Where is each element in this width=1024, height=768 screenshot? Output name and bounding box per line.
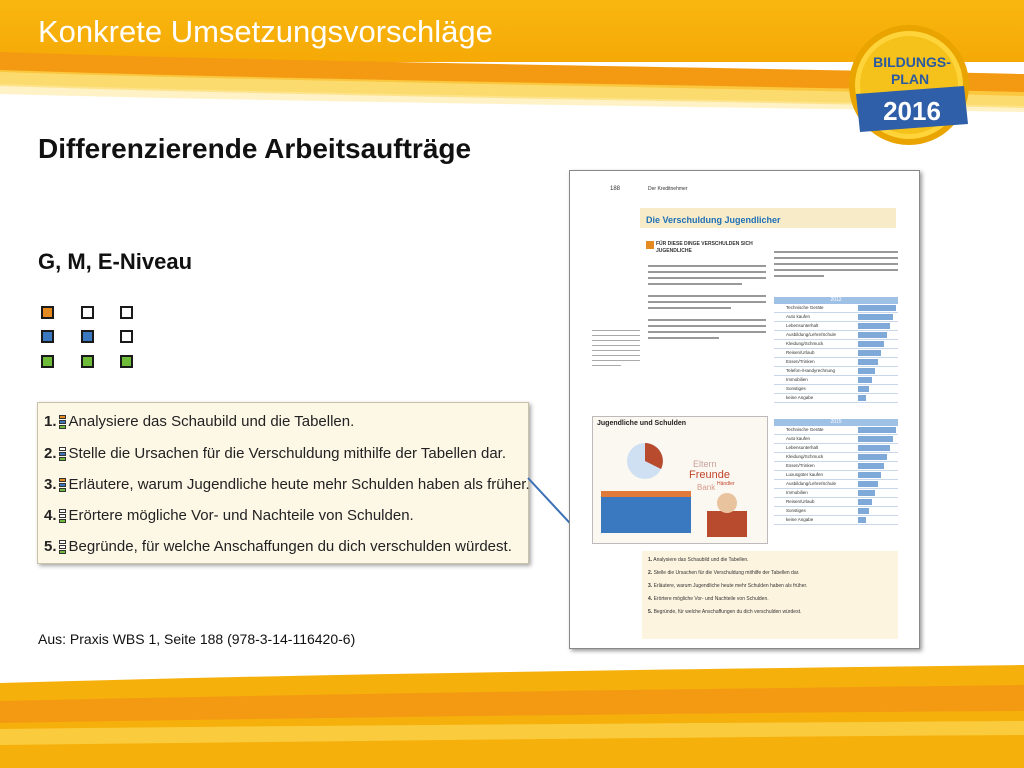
chart-word-eltern: Eltern (693, 459, 717, 469)
table-bar (858, 395, 866, 401)
table-row (774, 349, 898, 358)
table-2012-header: 2012 (774, 297, 898, 304)
book-table-2015 (774, 419, 898, 525)
book-infographic (592, 416, 768, 544)
book-title: Die Verschuldung Jugendlicher (646, 215, 781, 225)
table-bar (858, 499, 872, 505)
task-number: 3. (44, 476, 57, 493)
table-bar (858, 427, 896, 433)
level-indicator-icon (59, 509, 66, 524)
table-cell-label: Kleidung/Schmuck (786, 341, 824, 346)
mini-task: 5. Begründe, für welche Anschaffungen du dich verschulden würdest. (648, 609, 802, 615)
table-cell-label: Technische Geräte (786, 305, 824, 310)
table-bar (858, 350, 881, 356)
table-bar (858, 323, 890, 329)
table-row (774, 435, 898, 444)
table-bar (858, 314, 893, 320)
badge-year: 2016 (883, 96, 941, 126)
table-row (774, 313, 898, 322)
table-row (774, 453, 898, 462)
table-cell-label: Sonstiges (786, 508, 806, 513)
table-row (774, 358, 898, 367)
level-indicator-icon (59, 447, 66, 462)
task-number: 5. (44, 538, 57, 555)
mini-task: 3. Erläutere, warum Jugendliche heute mehr Schulden haben als früher. (648, 583, 808, 589)
level-indicator-icon (59, 540, 66, 555)
table-row (774, 394, 898, 403)
mini-task: 2. Stelle die Ursachen für die Verschuldung mithilfe der Tabellen dar. (648, 570, 800, 576)
chart-word-freunde: Freunde (689, 469, 730, 481)
task-item (44, 413, 354, 430)
table-bar (858, 305, 896, 311)
table-cell-label: Immobilien (786, 490, 808, 495)
footer-band (0, 655, 1024, 768)
orange-marker (646, 241, 654, 249)
task-number: 4. (44, 507, 57, 524)
table-2015-header: 2015 (774, 419, 898, 426)
table-row (774, 322, 898, 331)
table-cell-label: Technische Geräte (786, 427, 824, 432)
table-row (774, 498, 898, 507)
table-cell-label: keine Angabe (786, 395, 814, 400)
table-bar (858, 368, 875, 374)
level-square-orange (41, 306, 54, 319)
task-item (44, 538, 512, 555)
table-bar (858, 436, 893, 442)
chart-word-haendler: Händler (717, 481, 735, 487)
table-row (774, 340, 898, 349)
task-item (44, 445, 506, 462)
table-cell-label: Kleidung/Schmuck (786, 454, 824, 459)
task-text: Stelle die Ursachen für die Verschuldung mithilfe der Tabellen dar. (68, 445, 506, 462)
task-text: Analysiere das Schaubild und die Tabellen. (68, 413, 355, 430)
task-number: 1. (44, 413, 57, 430)
table-bar (858, 454, 887, 460)
table-row (774, 444, 898, 453)
task-text: Erörtere mögliche Vor- und Nachteile von Schulden. (68, 507, 414, 524)
table-row (774, 480, 898, 489)
chart-word-bank: Bank (697, 483, 716, 492)
level-square-empty (120, 306, 133, 319)
level-square-blue (81, 330, 94, 343)
table-bar (858, 472, 881, 478)
mini-task: 4. Erörtere mögliche Vor- und Nachteile von Schulden. (648, 596, 769, 602)
table-cell-label: Ausbildung/Lehre/Schule (786, 481, 837, 486)
level-square-green (81, 355, 94, 368)
table-cell-label: Reisen/Urlaub (786, 350, 815, 355)
table-cell-label: Essen/Trinken (786, 463, 815, 468)
page-title: Konkrete Umsetzungsvorschläge (38, 14, 493, 49)
book-task-box (642, 551, 898, 639)
task-item (44, 507, 414, 524)
table-cell-label: Telefon-/Handyrechnung (786, 368, 836, 373)
table-cell-label: Reisen/Urlaub (786, 499, 815, 504)
table-cell-label: Sonstiges (786, 386, 806, 391)
infographic-graphics (597, 433, 763, 539)
task-text: Erläutere, warum Jugendliche heute mehr Schulden haben als früher. (68, 476, 530, 493)
badge-line2: PLAN (890, 71, 930, 87)
tasks-box (37, 402, 529, 564)
table-bar (858, 445, 890, 451)
table-cell-label: Lebensunterhalt (786, 445, 819, 450)
table-cell-label: Auto kaufen (786, 314, 811, 319)
table-cell-label: Ausbildung/Lehre/Schule (786, 332, 837, 337)
infographic-title: Jugendliche und Schulden (597, 420, 687, 427)
table-bar (858, 377, 872, 383)
table-row (774, 304, 898, 313)
level-square-empty (120, 330, 133, 343)
task-text: Begründe, für welche Anschaffungen du dich verschulden würdest. (68, 538, 512, 555)
niveau-label: G, M, E-Niveau (38, 249, 193, 274)
book-body-text-left (648, 261, 766, 401)
source-citation: Aus: Praxis WBS 1, Seite 188 (978-3-14-116420-6) (38, 631, 356, 647)
table-row (774, 331, 898, 340)
task-item (44, 476, 530, 493)
task-number: 2. (44, 445, 57, 462)
table-bar (858, 386, 869, 392)
book-running-head: Der Kreditnehmer (648, 186, 688, 192)
level-square-empty (81, 306, 94, 319)
level-square-green (120, 355, 133, 368)
table-row (774, 489, 898, 498)
book-margin-note (592, 326, 640, 396)
book-table-2012 (774, 297, 898, 403)
table-row (774, 462, 898, 471)
table-bar (858, 463, 884, 469)
table-row (774, 376, 898, 385)
table-row (774, 471, 898, 480)
table-row (774, 367, 898, 376)
level-grid (38, 300, 138, 370)
book-body-text-right (774, 247, 898, 289)
table-bar (858, 359, 878, 365)
table-bar (858, 332, 887, 338)
table-row (774, 385, 898, 394)
bildungsplan-badge (846, 22, 976, 152)
level-square-blue (41, 330, 54, 343)
table-cell-label: Immobilien (786, 377, 808, 382)
table-cell-label: keine Angabe (786, 517, 814, 522)
table-cell-label: Luxusgüter kaufen (786, 472, 824, 477)
table-cell-label: Lebensunterhalt (786, 323, 819, 328)
table-row (774, 516, 898, 525)
table-bar (858, 517, 866, 523)
book-box-heading: FÜR DIESE DINGE VERSCHULDEN SICH JUGENDLICHE (656, 241, 753, 254)
table-bar (858, 481, 878, 487)
table-row (774, 426, 898, 435)
table-cell-label: Auto kaufen (786, 436, 811, 441)
table-bar (858, 341, 884, 347)
table-cell-label: Essen/Trinken (786, 359, 815, 364)
section-title: Differenzierende Arbeitsaufträge (38, 133, 472, 164)
level-square-green (41, 355, 54, 368)
textbook-page (569, 170, 920, 649)
badge-line1: BILDUNGS- (873, 54, 951, 70)
book-page-number: 188 (610, 186, 621, 192)
level-indicator-icon (59, 478, 66, 493)
level-indicator-icon (59, 415, 66, 430)
table-bar (858, 508, 869, 514)
table-bar (858, 490, 875, 496)
table-row (774, 507, 898, 516)
mini-task: 1. Analysiere das Schaubild und die Tabellen. (648, 557, 749, 563)
